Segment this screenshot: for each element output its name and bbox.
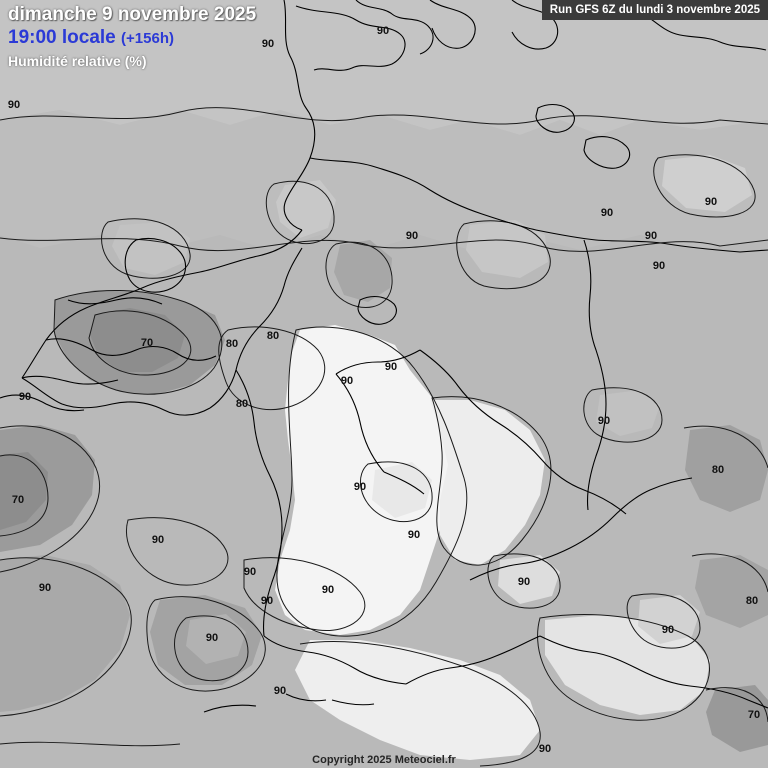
contour-label: 90 [261, 38, 275, 50]
contour-label: 70 [140, 337, 154, 349]
contour-label: 90 [38, 582, 52, 594]
contour-label: 90 [151, 534, 165, 546]
contour-label: 70 [11, 494, 25, 506]
contour-label: 90 [661, 624, 675, 636]
contour-label: 90 [597, 415, 611, 427]
contour-label: 90 [260, 595, 274, 607]
contour-label: 90 [384, 361, 398, 373]
model-run-badge: Run GFS 6Z du lundi 3 novembre 2025 [542, 0, 768, 20]
contour-label: 90 [600, 207, 614, 219]
contour-label: 90 [340, 375, 354, 387]
contour-label: 90 [405, 230, 419, 242]
contour-label: 90 [652, 260, 666, 272]
copyright-notice: Copyright 2025 Meteociel.fr [312, 754, 456, 766]
contour-label: 90 [644, 230, 658, 242]
contour-label: 80 [745, 595, 759, 607]
contour-label: 90 [243, 566, 257, 578]
contour-label: 90 [321, 584, 335, 596]
forecast-time-row [8, 27, 256, 49]
contour-label: 90 [517, 576, 531, 588]
forecast-date: dimanche 9 novembre 2025 [8, 4, 257, 25]
contour-label: 70 [747, 709, 761, 721]
fill-region-90-north2 [0, 110, 768, 250]
map-parameter-label: Humidité relative (%) [8, 52, 147, 69]
contour-label: 90 [7, 99, 21, 111]
contour-label: 80 [225, 338, 239, 350]
contour-label: 90 [273, 685, 287, 697]
contour-label: 80 [235, 398, 249, 410]
contour-label: 90 [704, 196, 718, 208]
contour-label: 90 [18, 391, 32, 403]
forecast-lead-time: (+156h) [121, 29, 174, 47]
contour-label: 90 [376, 25, 390, 37]
contour-label: 90 [205, 632, 219, 644]
contour-label: 90 [353, 481, 367, 493]
contour-label: 90 [407, 529, 421, 541]
map-title-block [8, 4, 256, 69]
contour-label: 90 [538, 743, 552, 755]
contour-label: 80 [266, 330, 280, 342]
contour-label: 80 [711, 464, 725, 476]
forecast-time: 19:00 locale [8, 26, 116, 48]
